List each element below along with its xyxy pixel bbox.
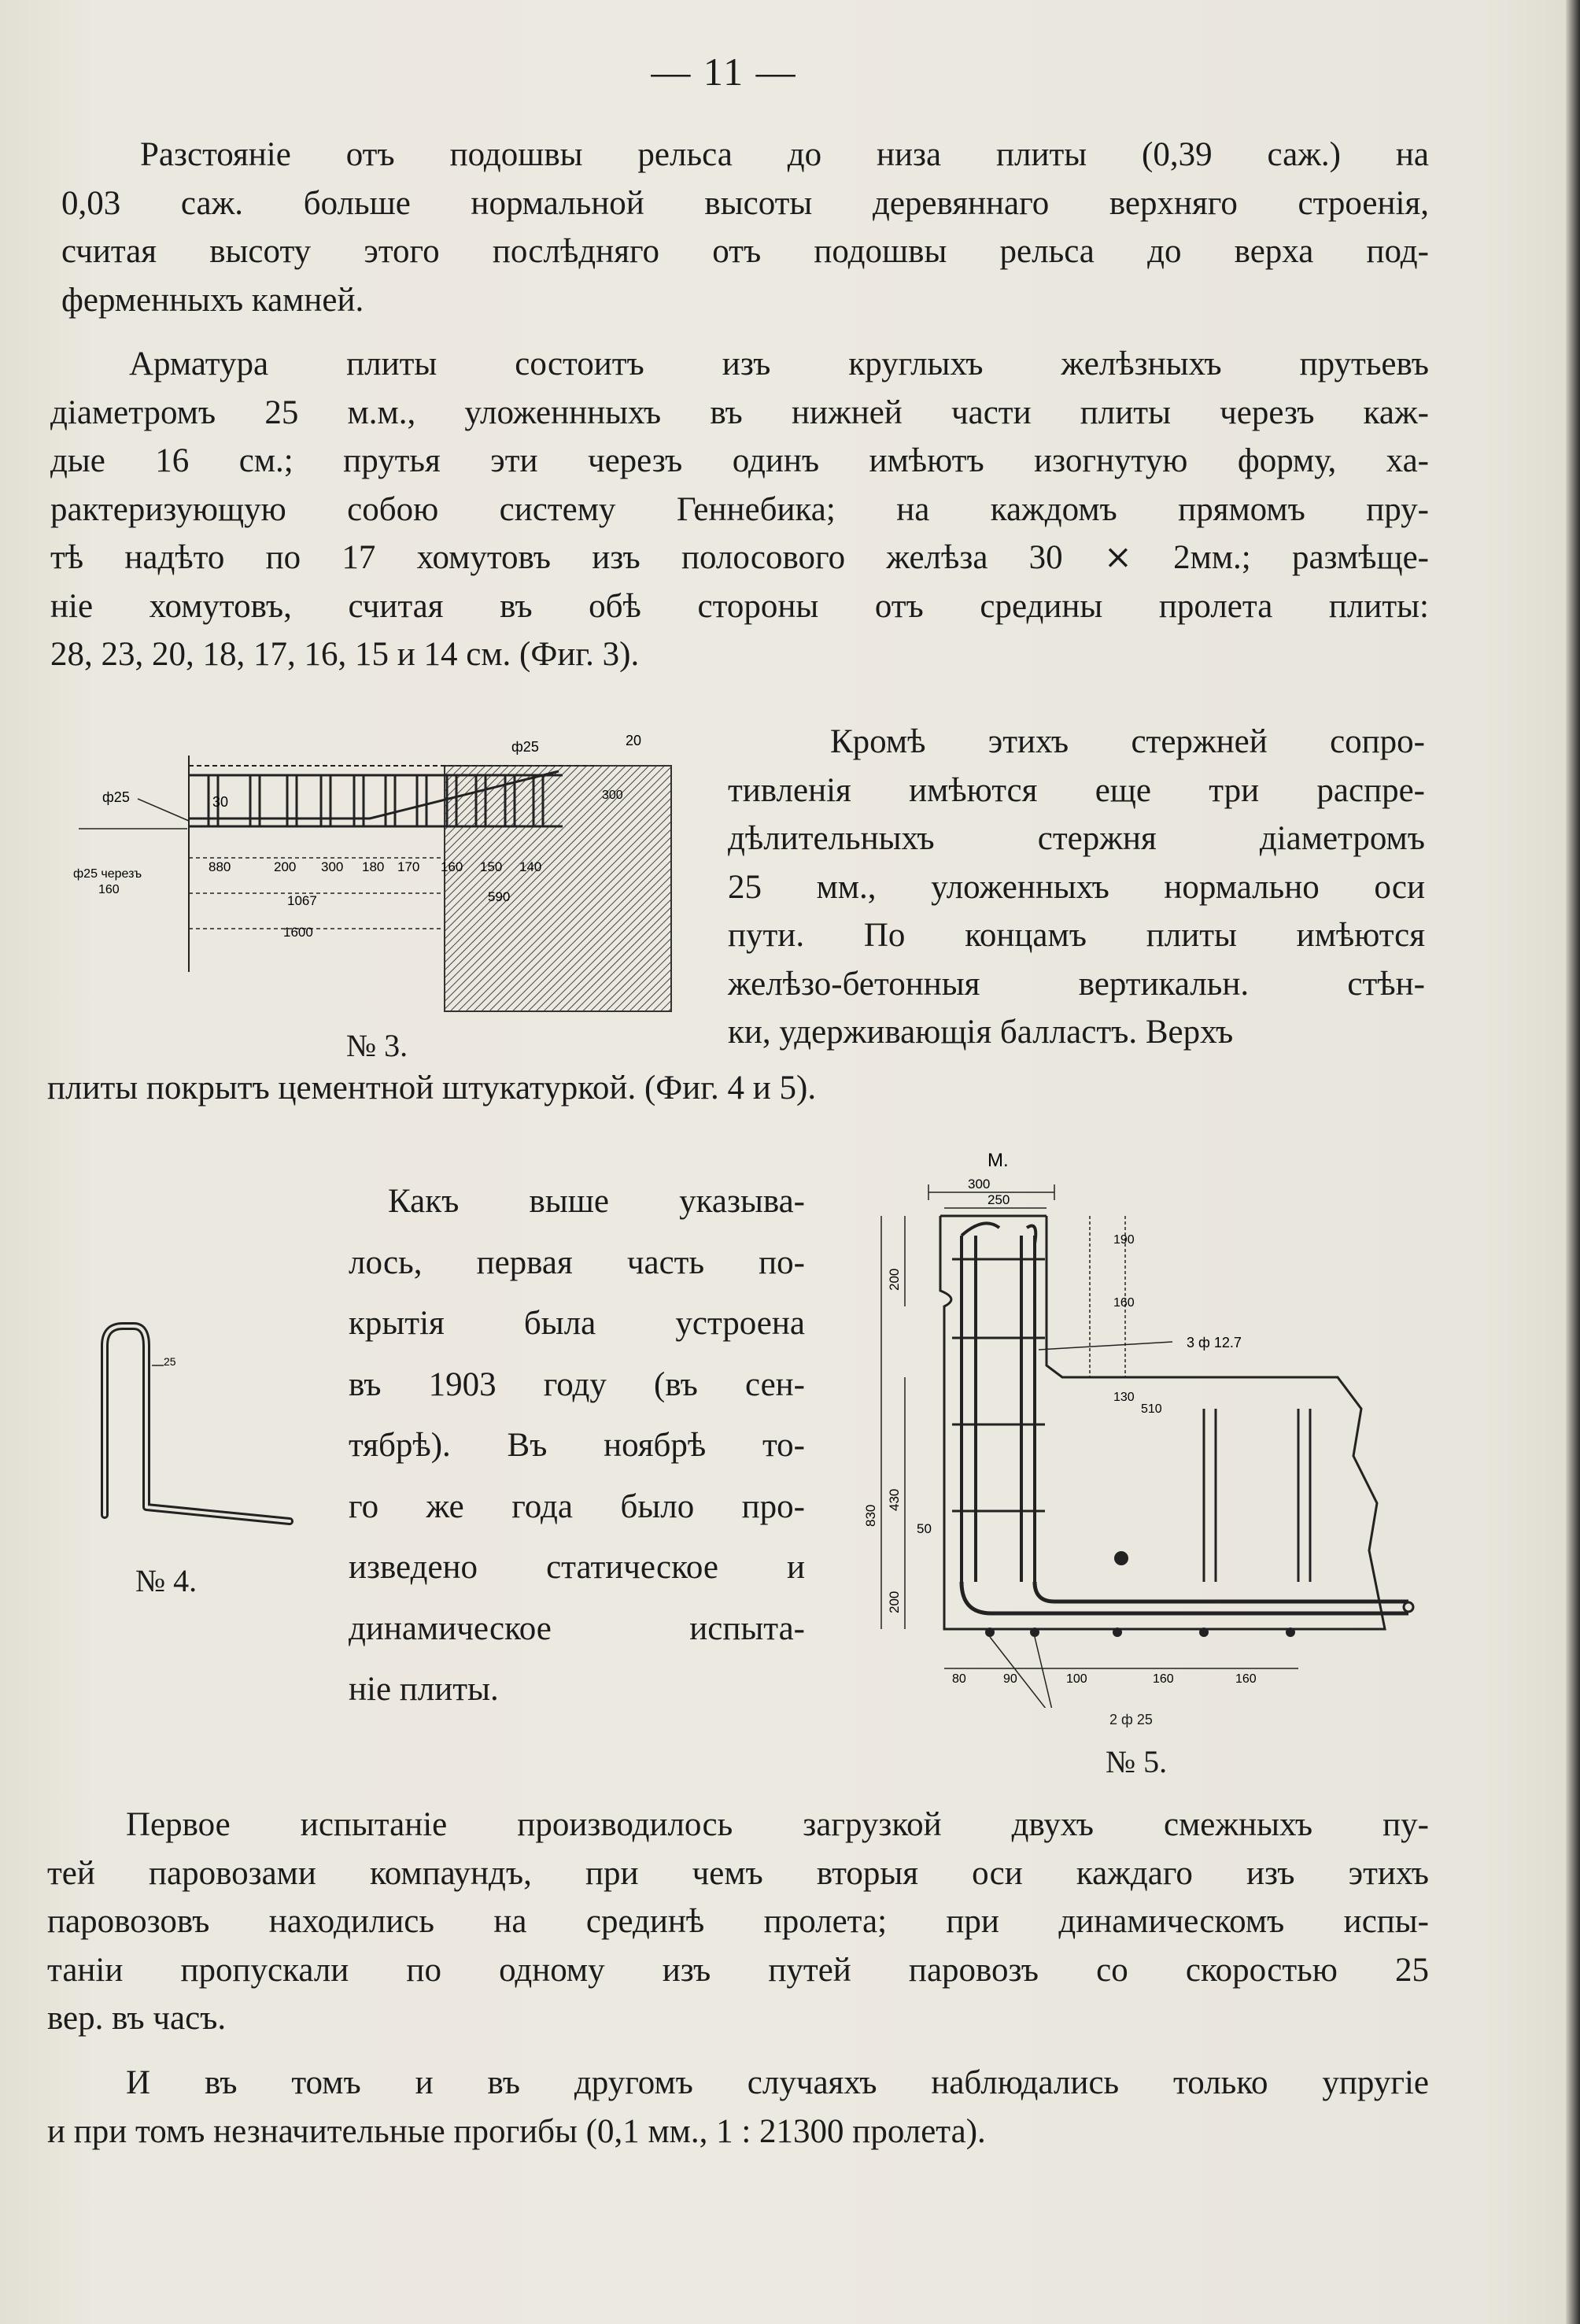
fig5-dim-160: 160 (1113, 1296, 1135, 1310)
paragraph-6 (47, 2059, 1429, 2156)
fig3-dim-1600: 1600 (283, 925, 313, 940)
figure-4-drawing (85, 1318, 305, 1546)
text-line: желѣзо-бетонныя вертикальн. стѣн- (728, 965, 1425, 1003)
fig3-label-20: 20 (626, 733, 642, 748)
fig3-dim-1067: 1067 (287, 893, 317, 908)
fig3-dim-880: 880 (209, 859, 231, 874)
text-line: го же года было про- (349, 1487, 805, 1525)
fig5-dim-50: 50 (917, 1521, 932, 1536)
text-line: лось, первая часть по- (349, 1243, 805, 1281)
text-line: таніи пропускали по одному изъ путей паровозъ со скоростью 25 (47, 1951, 1429, 1989)
paragraph-1 (61, 131, 1429, 324)
fig3-label-d25-top: ф25 (511, 739, 539, 755)
figure-3-drawing (71, 728, 692, 1015)
fig5-dim-430: 430 (887, 1488, 902, 1511)
fig3-dim-150: 150 (480, 859, 503, 874)
text-line: и при томъ незначительные прогибы (0,1 мм., 1 : 21300 пролета). (47, 2112, 986, 2150)
paragraph-3-right-column (728, 718, 1425, 1057)
fig5-label-m: М. (988, 1150, 1009, 1171)
figure-5-caption: № 5. (1106, 1744, 1168, 1779)
fig3-label-300: 300 (602, 789, 623, 802)
text-line: Разстояніе отъ подошвы рельса до низа плиты (0,39 саж.) на (140, 136, 1429, 173)
text-line: крытія была устроена (349, 1305, 805, 1342)
text-line: тѣ надѣто по 17 хомутовъ изъ полосового желѣза 30 ⨯ 2мм.; размѣще- (50, 539, 1429, 576)
fig3-dim-140: 140 (519, 859, 542, 874)
fig4-label-25: 25 (164, 1355, 176, 1368)
text-line: тей паровозами компаундъ, при чемъ вторыя оси каждаго изъ этихъ (47, 1854, 1429, 1892)
fig5-dim-200-bottom: 200 (887, 1591, 902, 1613)
text-line: 25 мм., уложенныхъ нормально оси (728, 868, 1425, 906)
text-line: 0,03 саж. больше нормальной высоты деревяннаго верхняго строенія, (61, 184, 1429, 222)
fig3-label-d25-through: ф25 черезъ (73, 867, 142, 881)
text-line: Первое испытаніе производилось загрузкой двухъ смежныхъ пу- (126, 1806, 1429, 1843)
fig3-dim-590: 590 (488, 889, 511, 904)
text-line: тивленія имѣются еще три распре- (728, 771, 1425, 809)
paragraph-4 (349, 1171, 805, 1720)
text-line: въ 1903 году (въ сен- (349, 1365, 805, 1403)
text-line: динамическое испыта- (349, 1609, 805, 1647)
fig3-dim-180: 180 (362, 859, 385, 874)
paragraph-2 (50, 340, 1429, 679)
text-line: 28, 23, 20, 18, 17, 16, 15 и 14 см. (Фиг. 3). (50, 636, 640, 673)
figure-4-caption: № 4. (135, 1563, 198, 1598)
text-line: считая высоту этого послѣдняго отъ подошвы рельса до верха под- (61, 233, 1429, 270)
text-line: Кромѣ этихъ стержней сопро- (830, 723, 1425, 760)
book-spine-shadow (1566, 0, 1580, 2324)
fig3-dim-300: 300 (321, 859, 344, 874)
text-line: дѣлительныхъ стержня діаметромъ (728, 820, 1425, 857)
text-line: дые 16 см.; прутья эти черезъ одинъ имѣютъ изогнутую форму, ха- (50, 442, 1429, 479)
fig5-dim-830: 830 (863, 1504, 878, 1527)
fig5-dim-130: 130 (1113, 1391, 1135, 1404)
text-line: пути. По концамъ плиты имѣются (728, 917, 1425, 954)
fig5-dim-160-a: 160 (1153, 1672, 1174, 1686)
fig5-dim-190: 190 (1113, 1233, 1135, 1247)
fig5-dim-200-top: 200 (887, 1268, 902, 1291)
fig3-dim-170: 170 (397, 859, 420, 874)
text-line: ки, удерживающія балластъ. Верхъ (728, 1014, 1234, 1051)
page-number: — 11 — (651, 50, 797, 94)
text-line: ніе хомутовъ, считая въ обѣ стороны отъ средины пролета плиты: (50, 587, 1429, 625)
text-line: ферменныхъ камней. (61, 281, 364, 319)
fig5-dim-90: 90 (1003, 1672, 1017, 1686)
figure-5-drawing (858, 1141, 1432, 1708)
fig5-label-3d127: 3 ф 12.7 (1187, 1335, 1242, 1350)
fig5-dim-100: 100 (1066, 1672, 1087, 1686)
text-line: діаметромъ 25 м.м., уложеннныхъ въ нижней части плиты черезъ каж- (50, 393, 1429, 431)
fig3-label-d25-through-160: 160 (98, 883, 120, 896)
fig5-dim-510: 510 (1141, 1402, 1162, 1416)
fig3-label-d25: ф25 (102, 789, 130, 805)
paragraph-3-tail: плиты покрытъ цементной штукатуркой. (Фиг. 4 и 5). (47, 1070, 817, 1107)
text-line: Какъ выше указыва- (388, 1183, 805, 1220)
fig5-dim-250: 250 (988, 1192, 1010, 1207)
text-line: ніе плиты. (349, 1671, 499, 1708)
fig3-label-30: 30 (212, 794, 229, 810)
text-line: вер. въ часъ. (47, 2000, 227, 2037)
text-line: паровозовъ находились на срединѣ пролета; при динамическомъ испы- (47, 1903, 1429, 1940)
fig5-dim-80: 80 (952, 1672, 966, 1686)
fig3-dim-160: 160 (441, 859, 463, 874)
text-line: И въ томъ и въ другомъ случаяхъ наблюдались только упругіе (126, 2064, 1429, 2101)
text-line: Арматура плиты состоитъ изъ круглыхъ желѣзныхъ прутьевъ (129, 345, 1429, 382)
text-line: изведено статическое и (349, 1549, 805, 1586)
fig5-dim-300: 300 (968, 1177, 991, 1192)
text-line: рактеризующую собою систему Геннебика; на каждомъ прямомъ пру- (50, 490, 1429, 528)
paragraph-5 (47, 1801, 1429, 2043)
fig5-dim-160-b: 160 (1235, 1672, 1257, 1686)
fig5-label-2d25: 2 ф 25 (1109, 1712, 1153, 1727)
figure-3-caption: № 3. (346, 1028, 408, 1063)
text-line: тябрѣ). Въ ноябрѣ то- (349, 1427, 805, 1464)
fig3-dim-200: 200 (274, 859, 297, 874)
